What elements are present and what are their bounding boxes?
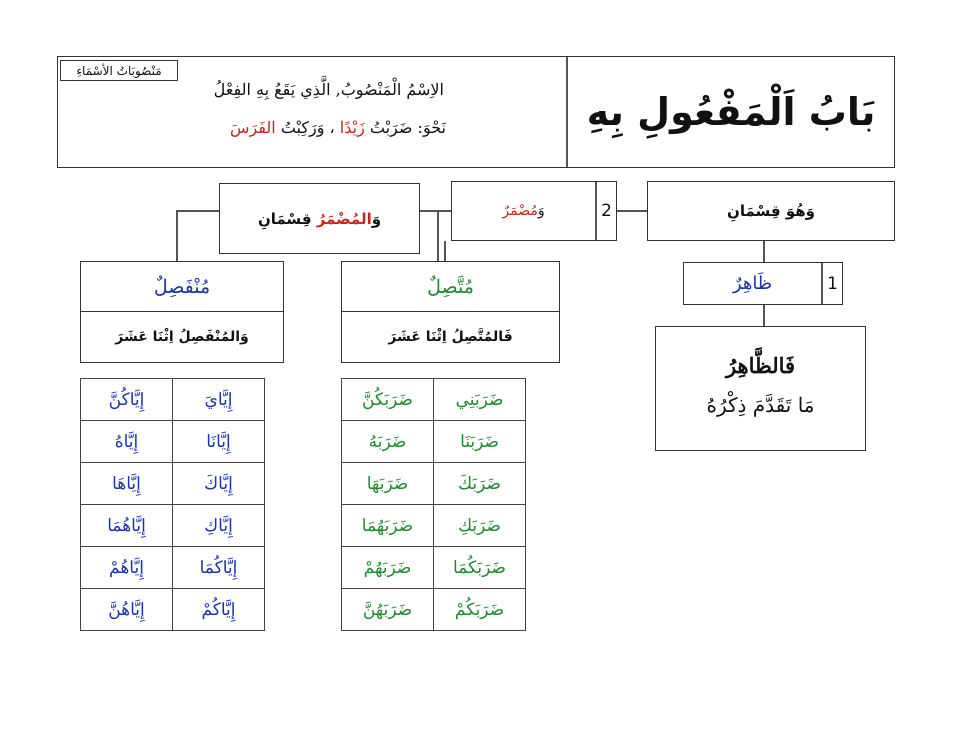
table-row bbox=[81, 463, 265, 505]
split-word: المُضْمَرُ bbox=[316, 209, 372, 228]
mudmar-label bbox=[452, 182, 595, 240]
muttasil-cell-left: ضَرَبَهُمَا bbox=[342, 505, 434, 547]
connector-mudmar-down-b bbox=[444, 241, 446, 261]
zahir-definition-box bbox=[655, 326, 866, 451]
munfasil-cell-left: إِيَّاهُمَا bbox=[81, 505, 173, 547]
number-one: 1 bbox=[827, 273, 838, 294]
muttasil-cell-left: ضَرَبَكُنَّ bbox=[342, 379, 434, 421]
split-prefix: وَ bbox=[371, 209, 382, 228]
table-row bbox=[342, 421, 526, 463]
table-row bbox=[81, 505, 265, 547]
table-row bbox=[81, 379, 265, 421]
muttasil-cell-left: ضَرَبَهُمْ bbox=[342, 547, 434, 589]
table-row bbox=[342, 379, 526, 421]
muttasil-label-box: مُتَّصِلٌ bbox=[341, 261, 560, 313]
connector-main-mudmar bbox=[617, 210, 647, 212]
example-word-faras: الفَرَسَ bbox=[229, 118, 276, 137]
muttasil-cell-right: ضَرَبَكَ bbox=[434, 463, 526, 505]
munfasil-cell-left: إِيَّاهَا bbox=[81, 463, 173, 505]
table-row bbox=[81, 547, 265, 589]
munfasil-table bbox=[80, 378, 265, 631]
zahir-def-title: فَالظَّاهِرُ bbox=[725, 352, 796, 378]
main-division-box: وَهُوَ قِسْمَانِ bbox=[647, 181, 895, 241]
munfasil-cell-right: إِيَّاكُمْ bbox=[173, 589, 265, 631]
muttasil-cell-right: ضَرَبَنِي bbox=[434, 379, 526, 421]
zahir-def-text: مَا تَقَدَّمَ ذِكْرُهُ bbox=[706, 393, 815, 417]
table-row bbox=[81, 589, 265, 631]
muttasil-cell-right: ضَرَبَكُمْ bbox=[434, 589, 526, 631]
munfasil-cell-left: إِيَّاهُنَّ bbox=[81, 589, 173, 631]
connector-split-left-h bbox=[176, 210, 219, 212]
muttasil-cell-left: ضَرَبَهَا bbox=[342, 463, 434, 505]
table-row bbox=[81, 421, 265, 463]
example-prefix: نَحْوَ: ضَرَبْتُ bbox=[369, 118, 446, 137]
muttasil-cell-left: ضَرَبَهُنَّ bbox=[342, 589, 434, 631]
table-row bbox=[342, 463, 526, 505]
connector-mudmar-down-a bbox=[437, 210, 439, 261]
munfasil-cell-right: إِيَّاكَ bbox=[173, 463, 265, 505]
definition-text: الاِسْمُ الْمَنْصُوبُ, الَّذِي يَقَعُ بِهِ الفِعْلُ bbox=[213, 80, 444, 99]
connector-zahir-down bbox=[763, 305, 765, 326]
munfasil-cell-left: إِيَّاهُ bbox=[81, 421, 173, 463]
page-title: بَابُ اَلْمَفْعُولِ بِهِ bbox=[586, 90, 876, 134]
split-suffix: قِسْمَانِ bbox=[257, 209, 312, 228]
munfasil-cell-left: إِيَّاكُنَّ bbox=[81, 379, 173, 421]
zahir-label: ظَاهِرٌ bbox=[732, 273, 773, 294]
connector-mudmar-split bbox=[420, 210, 451, 212]
muttasil-cell-right: ضَرَبَكُمَا bbox=[434, 547, 526, 589]
table-row bbox=[342, 505, 526, 547]
example-word-zayd: زَيْدًا bbox=[339, 118, 365, 137]
muttasil-cell-right: ضَرَبَنَا bbox=[434, 421, 526, 463]
muttasil-cell-left: ضَرَبَهُ bbox=[342, 421, 434, 463]
number-two: 2 bbox=[601, 201, 612, 221]
munfasil-cell-right: إِيَّاكُمَا bbox=[173, 547, 265, 589]
mudmar-prefix: وَ bbox=[537, 203, 545, 219]
muttasil-cell-right: ضَرَبَكِ bbox=[434, 505, 526, 547]
munfasil-label-box: مُنْفَصِلٌ bbox=[80, 261, 284, 313]
connector-split-left-v bbox=[176, 210, 178, 261]
muttasil-table bbox=[341, 378, 526, 631]
munfasil-cell-right: إِيَّايَ bbox=[173, 379, 265, 421]
muttasil-count-box: فَالمُتَّصِلُ اِثْنَا عَشَرَ bbox=[341, 311, 560, 363]
section-tag: مَنْصُوبَاتُ الأسْمَاءِ bbox=[60, 60, 178, 81]
mudmar-word: مُضْمَرٌ bbox=[502, 203, 538, 219]
munfasil-cell-left: إِيَّاهُمْ bbox=[81, 547, 173, 589]
example-mid: ، وَرَكِبْتُ bbox=[280, 118, 335, 137]
table-row bbox=[342, 589, 526, 631]
munfasil-cell-right: إِيَّانَا bbox=[173, 421, 265, 463]
mudmar-split-box bbox=[219, 183, 420, 254]
munfasil-count-box: وَالمُنْفَصِلُ اِثْنَا عَشَرَ bbox=[80, 311, 284, 363]
connector-main-down bbox=[763, 241, 765, 262]
table-row bbox=[342, 547, 526, 589]
munfasil-cell-right: إِيَّاكِ bbox=[173, 505, 265, 547]
example-line bbox=[150, 118, 446, 137]
